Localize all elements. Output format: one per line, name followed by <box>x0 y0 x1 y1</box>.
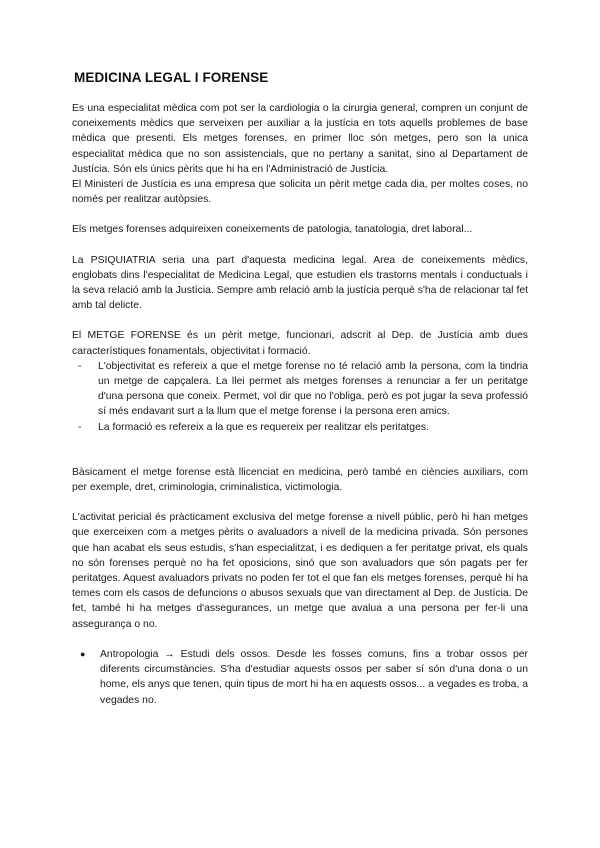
dash-marker: - <box>78 421 82 433</box>
spacer <box>72 435 528 465</box>
paragraph-coneixements: Els metges forenses adquireixen coneixements de patologia, tanatologia, dret laboral... <box>72 224 473 236</box>
list-item-text: L'objectivitat es refereix a que el metge forense no té relació amb la persona, com la tindria un metge de capçalera. La llei permet als metges forenses a renunciar a fer un peritatge d'una persona que coneix. Permet, vol dir que no l'obliga, però es pot jugar la seva professió sí més endavant surt a la llum que el metge forense i la persona eren amics. <box>98 360 528 418</box>
list-item-text: La formació es refereix a la que es requereix per realitzar els peritatges. <box>98 421 429 433</box>
paragraph-metge-forense: El METGE FORENSE és un pèrit metge, funcionari, adscrit al Dep. de Justícia amb dues característiques fonamentals, objectivitat i formació. <box>72 330 528 357</box>
spacer <box>72 495 528 510</box>
spacer <box>72 632 528 647</box>
spacer <box>72 313 528 328</box>
paragraph-activitat: L'activitat pericial és pràcticament exclusiva del metge forense a nivell públic, però hi han metges que exerceixen com a metges pèrits o avaluadors a nivell de la medicina privada. Són persones que han acabat els seus estudis, s'han especialitzat, i es dediquen a fer peritatge privat, els quals no són forenses perquè no ha fet oposicions, sinó que son avaluadors que són pagats per fer peritatges. Aquest avaluadors privats no poden fer tot el que fan els metges forenses, perquè hi ha temes com els casos de defuncions o abusos sexuals que van directament al Dep. de Justícia. De fet, també hi ha metges d'assegurances, un metge que avalua a una persona per fer-li una assegurança o no. <box>72 512 528 630</box>
list-item-text: Antropologia → Estudi dels ossos. Desde les fosses comuns, fins a trobar ossos per diferents circumstàncies. S'ha d'estudiar aquests ossos per saber sí són d'una dona o un home, els anys que tenen, quin tipus de mort hi ha en aquests ossos... a vegades es troba, a vegades no. <box>100 648 529 706</box>
spacer <box>72 207 528 222</box>
list-item <box>80 647 529 708</box>
paragraph-psiquiatria: La PSIQUIATRIA seria una part d'aquesta medicina legal. Area de coneixements mèdics, englobats dins l'especialitat de Medicina Legal, que estudien els trastorns mentals i conductuals i la seva relació amb la Justícia. Sempre amb relació amb la justícia perquè s'ha de relacionar tal fet amb tal delicte. <box>72 254 528 312</box>
paragraph-ministeri: El Ministeri de Justícia es una empresa que solicita un pèrit metge cada dia, per moltes coses, no només per realitzar autòpsies. <box>72 179 528 206</box>
paragraph-intro: Es una especialitat mèdica com pot ser la cardiologia o la cirurgia general, compren un conjunt de coneixements mèdics que serveixen per auxiliar a la justícia en tots aquells problemes de base mèdica que presenti. Els metges forenses, en primer lloc són metges, pero son la unica especialitat mèdica que no son assistencials, que no pertany a sanitat, sino al Departament de Justícia. Són els únics pèrits que hi ha en l'Administració de Justícia. <box>72 103 528 175</box>
document-title: MEDICINA LEGAL I FORENSE <box>74 70 269 85</box>
dash-marker: - <box>78 360 82 372</box>
list-item <box>78 359 528 420</box>
list-item <box>78 420 528 435</box>
bullet-list <box>72 647 528 708</box>
paragraph-basicament: Bàsicament el metge forense està llicenciat en medicina, però també en ciències auxiliars, com per exemple, dret, criminologia, criminalistica, victimologia. <box>72 466 528 494</box>
dash-list <box>72 359 528 435</box>
bullet-icon: ● <box>80 648 86 659</box>
spacer <box>72 238 528 253</box>
